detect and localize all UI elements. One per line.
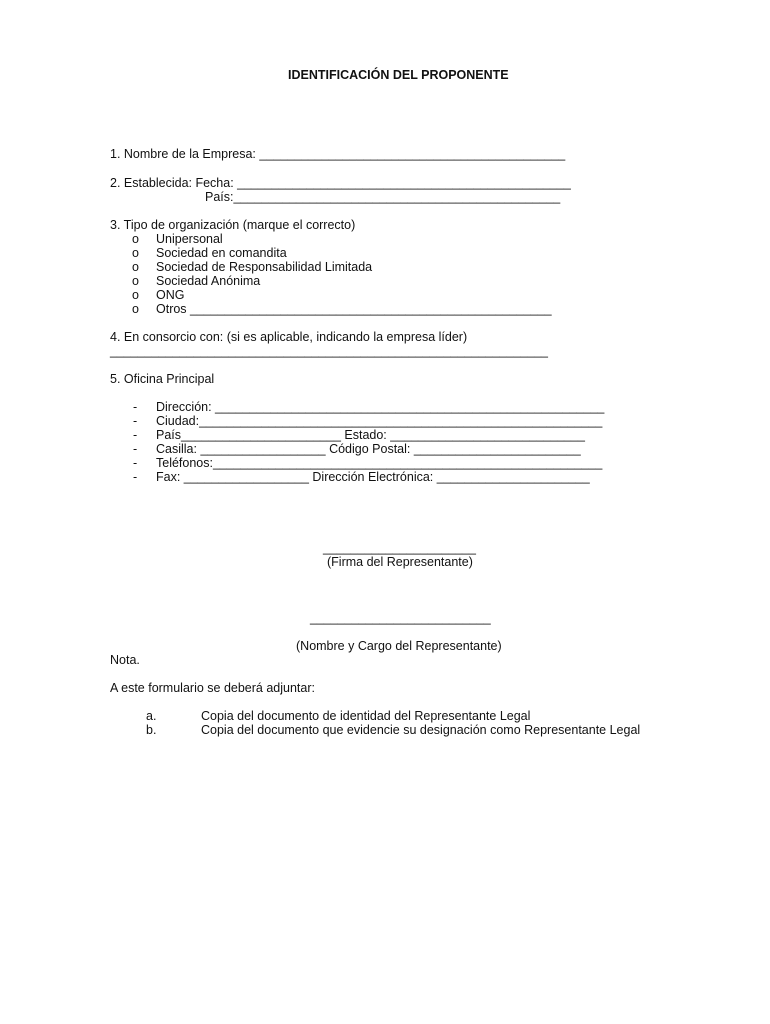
- org-option: Unipersonal: [156, 232, 223, 246]
- office-marker: -: [133, 470, 138, 484]
- signature-label: (Firma del Representante): [327, 555, 473, 569]
- office-marker: -: [133, 456, 138, 470]
- org-option: ONG: [156, 288, 185, 302]
- note-label: Nota.: [110, 653, 140, 667]
- office-address-field: Dirección: ________________________________________________________: [156, 400, 605, 414]
- org-option: Sociedad Anónima: [156, 274, 261, 288]
- consortium-line: _______________________________________________________________: [110, 344, 548, 358]
- document-title: IDENTIFICACIÓN DEL PROPONENTE: [288, 68, 509, 82]
- org-option-marker: o: [132, 302, 139, 316]
- office-city-field: Ciudad:__________________________________________________________: [156, 414, 603, 428]
- attachment-marker: b.: [146, 723, 157, 737]
- consortium-heading: 4. En consorcio con: (si es aplicable, indicando la empresa líder): [110, 330, 468, 344]
- office-marker: -: [133, 428, 138, 442]
- company-name-field: 1. Nombre de la Empresa: ____________________________________________: [110, 147, 566, 161]
- office-marker: -: [133, 414, 138, 428]
- org-option: Sociedad de Responsabilidad Limitada: [156, 260, 373, 274]
- office-heading: 5. Oficina Principal: [110, 372, 215, 386]
- attachment-item: Copia del documento que evidencie su designación como Representante Legal: [201, 723, 641, 737]
- org-type-heading: 3. Tipo de organización (marque el correcto): [110, 218, 356, 232]
- org-option: Otros ____________________________________________________: [156, 302, 552, 316]
- attachment-item: Copia del documento de identidad del Representante Legal: [201, 709, 531, 723]
- org-option-marker: o: [132, 274, 139, 288]
- office-fax-email-field: Fax: __________________ Dirección Electrónica: ______________________: [156, 470, 590, 484]
- established-country-field: País:_______________________________________________: [205, 190, 561, 204]
- signature-line: ______________________: [323, 541, 476, 555]
- attachments-intro: A este formulario se deberá adjuntar:: [110, 681, 315, 695]
- org-option-marker: o: [132, 288, 139, 302]
- org-option: Sociedad en comandita: [156, 246, 287, 260]
- office-pobox-postal-field: Casilla: __________________ Código Postal: ________________________: [156, 442, 581, 456]
- name-title-line: __________________________: [310, 611, 491, 625]
- org-option-marker: o: [132, 246, 139, 260]
- org-option-marker: o: [132, 232, 139, 246]
- office-phones-field: Teléfonos:________________________________________________________: [156, 456, 603, 470]
- attachment-marker: a.: [146, 709, 157, 723]
- org-option-marker: o: [132, 260, 139, 274]
- office-marker: -: [133, 400, 138, 414]
- office-country-state-field: País_______________________ Estado: ____________________________: [156, 428, 585, 442]
- office-marker: -: [133, 442, 138, 456]
- established-date-field: 2. Establecida: Fecha: ________________________________________________: [110, 176, 571, 190]
- name-title-label: (Nombre y Cargo del Representante): [296, 639, 502, 653]
